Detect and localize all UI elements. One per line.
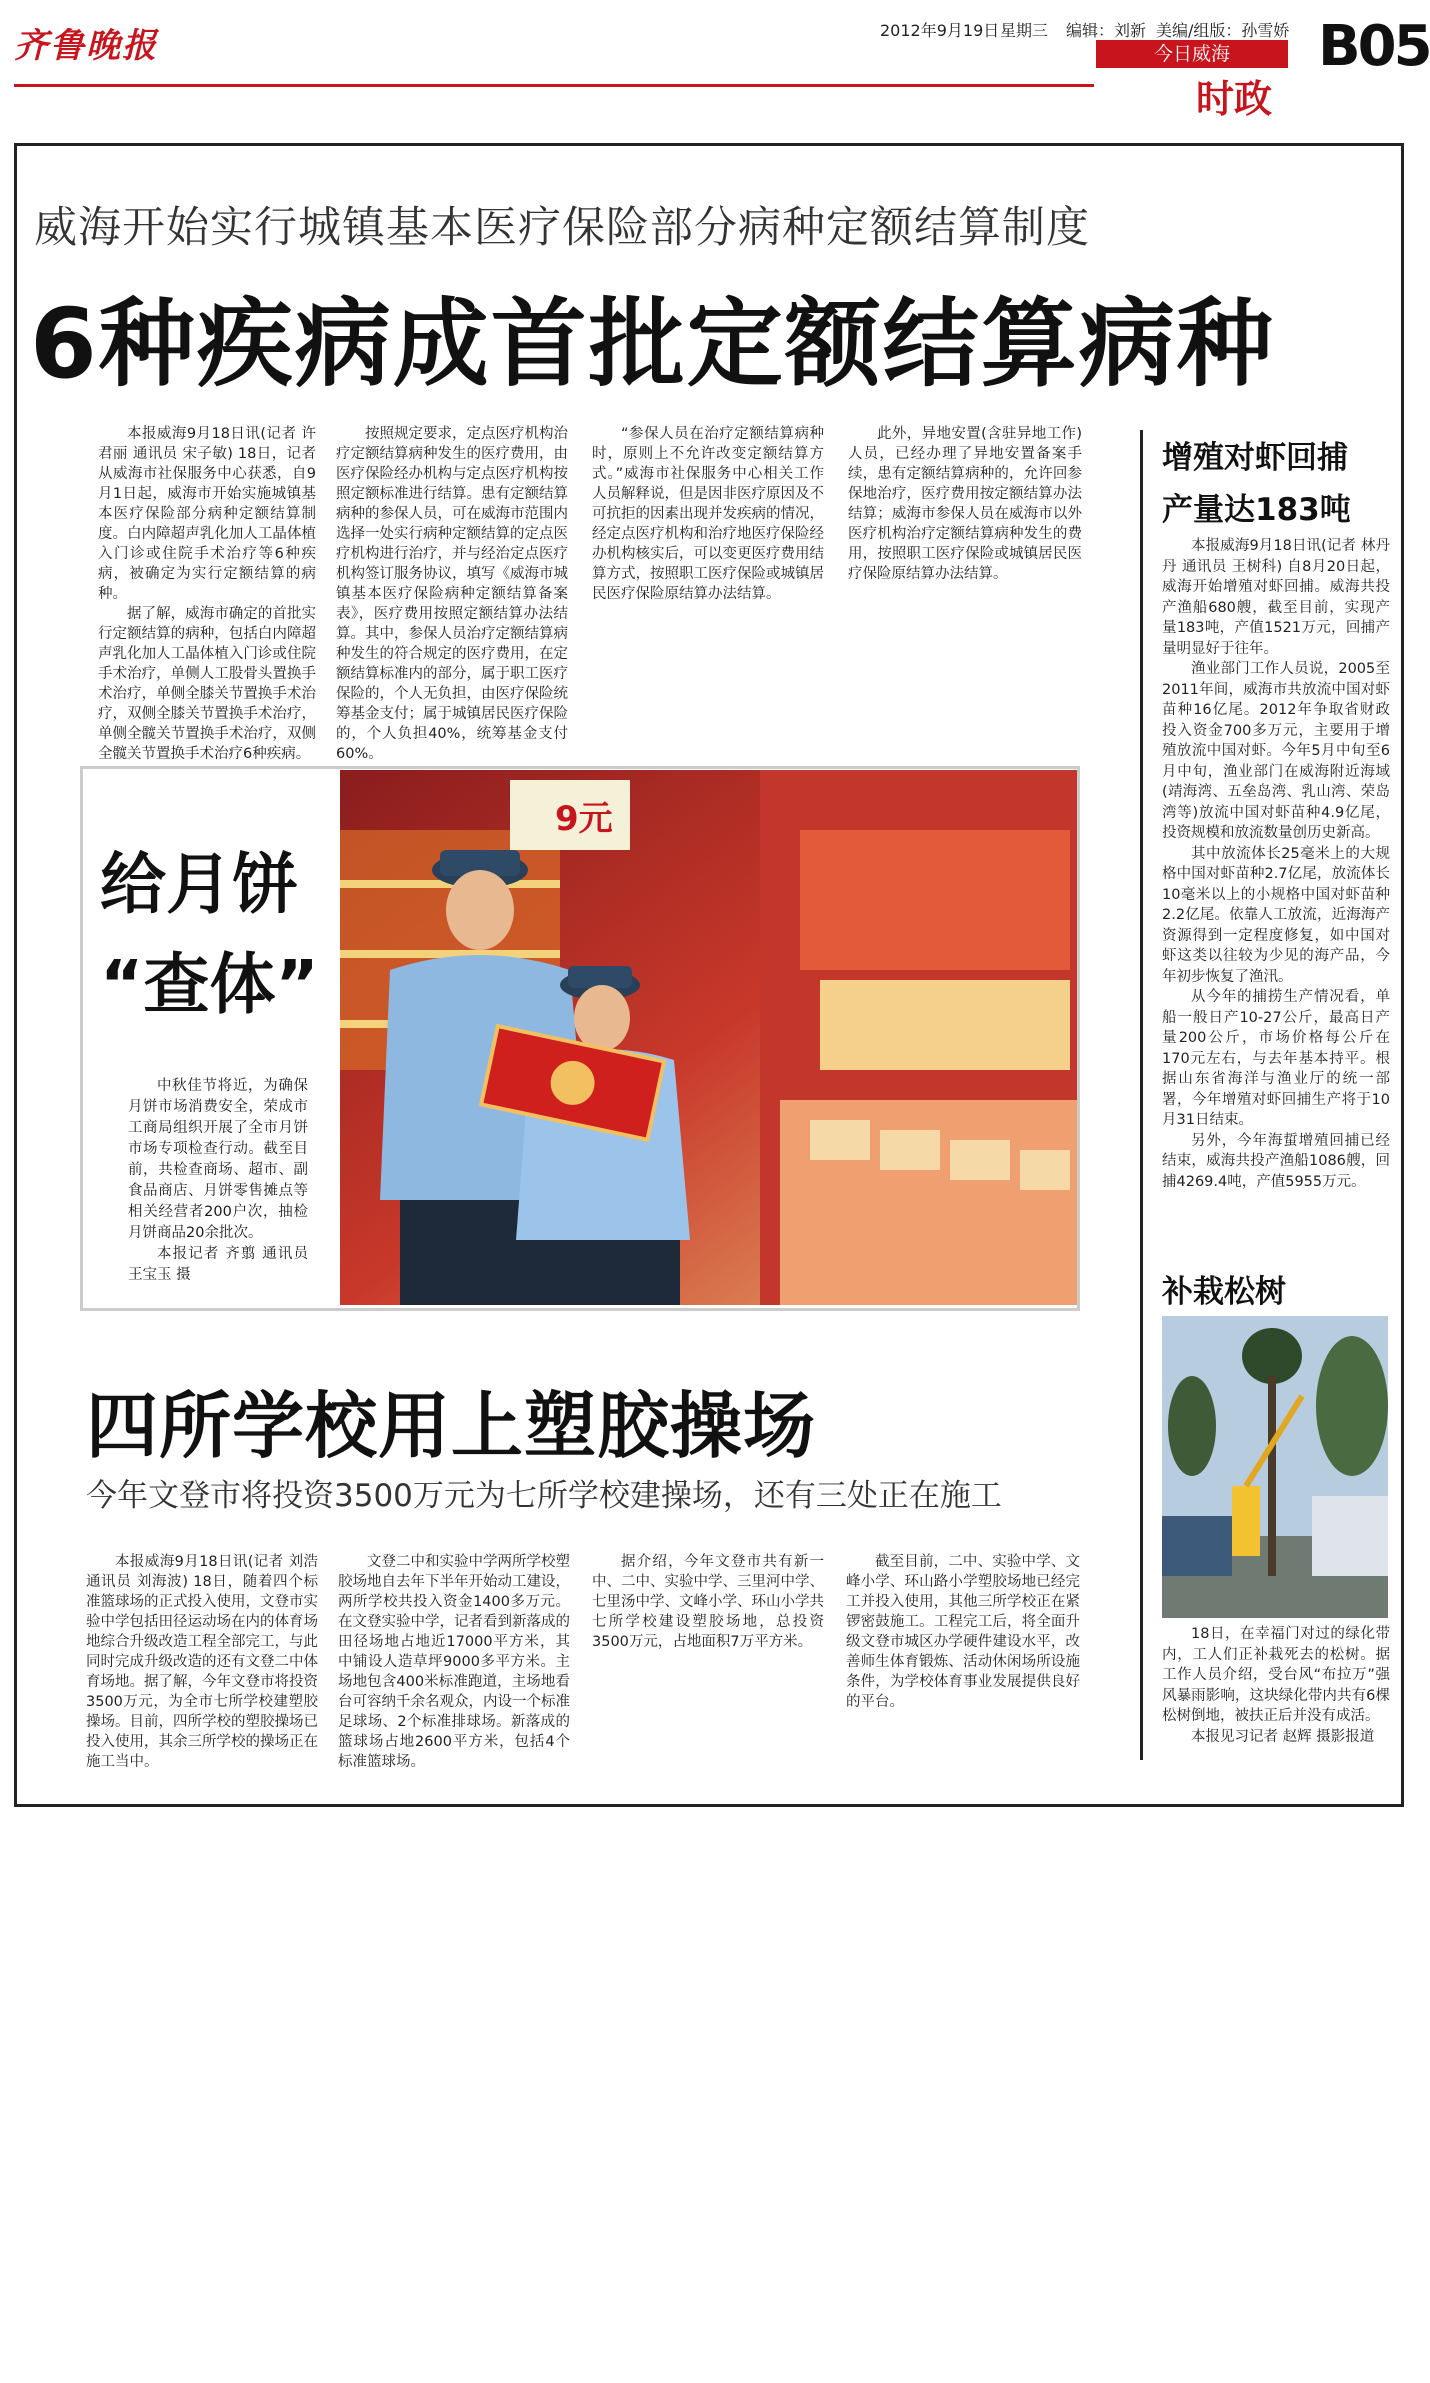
header-designer: 美编/组版：孙雪娇 bbox=[1156, 21, 1290, 40]
sidebar-headline-line2: 产量达183吨 bbox=[1162, 492, 1351, 528]
section-label: 时政 bbox=[1196, 77, 1273, 121]
page-number: B05 bbox=[1318, 14, 1430, 79]
article2-paragraph: 截至目前，二中、实验中学、文峰小学、环山路小学塑胶场地已经完工并投入使用，其他三所学校正在紧锣密鼓施工。工程完工后，将全面升级文登市城区办学硬件建设水平，改善师生体育锻炼、活动休闲场所设施条件，为学校体育事业发展提供良好的平台。 bbox=[846, 1554, 1080, 1710]
sidebar-photo-caption bbox=[1162, 1624, 1390, 1794]
article1-column-2 bbox=[336, 424, 568, 762]
article2-column-1 bbox=[86, 1552, 318, 1792]
photo-story-credit: 本报记者 齐翦 通讯员 王宝玉 摄 bbox=[128, 1246, 308, 1283]
article2-headline: 四所学校用上塑胶操场 bbox=[86, 1384, 817, 1468]
mooncake-inspection-photo bbox=[340, 770, 1077, 1305]
article2-subhead: 今年文登市将投资3500万元为七所学校建操场，还有三处正在施工 bbox=[86, 1478, 1002, 1514]
sidebar-paragraph: 另外，今年海蜇增殖回捕已经结束，威海共投产渔船1086艘，回捕4269.4吨，产值5955万元。 bbox=[1162, 1132, 1390, 1190]
sidebar-paragraph: 本报威海9月18日讯(记者 林丹丹 通讯员 王树科) 自8月20日起，威海开始增殖对虾回捕。威海共投产渔船680艘，截至目前，实现产量183吨，产值1521万元，回捕产量明显好于往年。 bbox=[1162, 538, 1390, 657]
article1-paragraph: 本报威海9月18日讯(记者 许君丽 通讯员 宋子敏) 18日，记者从威海市社保服务中心获悉，自9月1日起，威海市开始实施城镇基本医疗保险部分病种定额结算制度。白内障超声乳化加人工晶体植入门诊或住院手术治疗等6种疾病，被确定为实行定额结算的病种。 bbox=[98, 426, 316, 602]
article1-paragraph: “参保人员在治疗定额结算病种时，原则上不允许改变定额结算方式。”威海市社保服务中心相关工作人员解释说，但是因非医疗原因及不可抗拒的因素出现并发疾病的情况，经定点医疗机构和治疗地医疗保险经办机构核实后，可以变更医疗费用结算方式，按照职工医疗保险或城镇居民医疗保险原结算办法结算。 bbox=[592, 426, 824, 602]
article2-column-2 bbox=[338, 1552, 570, 1792]
sidebar-photo-credit: 本报见习记者 赵辉 摄影报道 bbox=[1191, 1728, 1375, 1745]
article2-column-3 bbox=[592, 1552, 824, 1792]
article1-paragraph: 此外，异地安置(含驻异地工作)人员，已经办理了异地安置备案手续，患有定额结算病种的，允许回参保地治疗，医疗费用按定额结算办法结算；威海市参保人员在威海市以外医疗机构治疗定额结算病种发生的费用，按照职工医疗保险或城镇居民医疗保险原结算办法结算。 bbox=[848, 426, 1082, 582]
header-editor: 编辑：刘新 bbox=[1066, 21, 1147, 40]
article1-headline: 6种疾病成首批定额结算病种 bbox=[30, 288, 1275, 400]
header-date: 2012年9月19日 bbox=[880, 21, 1000, 40]
article2-paragraph: 据介绍，今年文登市共有新一中、二中、实验中学、三里河中学、七里汤中学、文峰小学、环山小学共七所学校建设塑胶场地，总投资3500万元，占地面积7万平方米。 bbox=[592, 1554, 824, 1650]
edition-label: 今日威海 bbox=[1096, 40, 1288, 68]
sidebar-paragraph: 其中放流体长25毫米上的大规格中国对虾苗种2.7亿尾，放流体长10毫米以上的小规格中国对虾苗种2.2亿尾。依靠人工放流，近海海产资源得到一定程度修复，如中国对虾这类以往较为少见的海产品，今年初步恢复了渔汛。 bbox=[1162, 845, 1390, 985]
sidebar-photo-headline: 补栽松树 bbox=[1162, 1274, 1286, 1310]
article1-column-1 bbox=[98, 424, 316, 762]
photo-story-caption-text: 中秋佳节将近，为确保月饼市场消费安全，荣成市工商局组织开展了全市月饼市场专项检查行动。截至目前，共检查商场、超市、副食品商店、月饼零售摊点等相关经营者200户次，抽检月饼商品20余批次。 bbox=[128, 1078, 308, 1241]
photo-story-title-line2: “查体” bbox=[100, 946, 319, 1023]
article2-paragraph: 本报威海9月18日讯(记者 刘浩 通讯员 刘海波) 18日，随着四个标准篮球场的正式投入使用，文登市实验中学包括田径运动场在内的体育场地综合升级改造工程全部完工，与此同时完成升级改造的还有文登二中体育场地。据了解，今年文登市将投资3500万元，为全市七所学校建塑胶操场。目前，四所学校的塑胶操场已投入使用，其余三所学校的操场正在施工当中。 bbox=[86, 1554, 318, 1770]
article1-column-3 bbox=[592, 424, 824, 744]
article2-column-4 bbox=[846, 1552, 1080, 1792]
masthead-logo: 齐鲁晚报 bbox=[14, 26, 158, 66]
header-weekday: 星期三 bbox=[1000, 21, 1049, 40]
article1-paragraph: 按照规定要求，定点医疗机构治疗定额结算病种发生的医疗费用，由医疗保险经办机构与定点医疗机构按照定额标准进行结算。患有定额结算病种的参保人员，可在威海市范围内选择一处实行病种定额结算的定点医疗机构进行治疗，并与经治定点医疗机构签订服务协议，填写《威海市城镇基本医疗保险病种定额结算备案表》，医疗费用按照定额结算办法结算。其中，参保人员治疗定额结算病种发生的符合规定的医疗费用，在定额结算标准内的部分，属于职工医疗保险的，个人无负担，由医疗保险统筹基金支付；属于城镇居民医疗保险的，个人负担40%，统筹基金支付60%。 bbox=[336, 426, 568, 762]
article1-paragraph: 据了解，威海市确定的首批实行定额结算的病种，包括白内障超声乳化加人工晶体植入门诊或住院手术治疗，单侧人工股骨头置换手术治疗，单侧全膝关节置换手术治疗，双侧全膝关节置换手术治疗，单侧全髋关节置换手术治疗，双侧全髋关节置换手术治疗6种疾病。 bbox=[98, 606, 316, 762]
photo-story-title-line1: 给月饼 bbox=[100, 846, 298, 923]
sidebar-paragraph: 从今年的捕捞生产情况看，单船一般日产10-27公斤，最高日产量200公斤，市场价格每公斤在170元左右，与去年基本持平。根据山东省海洋与渔业厅的统一部署，今年增殖对虾回捕生产将于10月31日结束。 bbox=[1162, 989, 1390, 1128]
article1-column-4 bbox=[848, 424, 1082, 744]
sidebar-paragraph: 渔业部门工作人员说，2005至2011年间，威海市共放流中国对虾苗种16亿尾。2012年争取省财政投入资金700多万元，主要用于增殖放流中国对虾。今年5月中旬至6月中旬，渔业部门在威海附近海域(靖海湾、五垒岛湾、乳山湾、荣岛湾等)放流中国对虾苗种4.9亿尾，投资规模和放流数量创历史新高。 bbox=[1162, 661, 1390, 841]
price-sign-text: 9元 bbox=[555, 799, 613, 839]
sidebar-photo-caption-text: 18日，在幸福门对过的绿化带内，工人们正补栽死去的松树。据工作人员介绍，受台风“布拉万”强风暴雨影响，这块绿化带内共有6棵松树倒地，被扶正后并没有成活。 bbox=[1162, 1626, 1390, 1724]
pine-tree-photo bbox=[1162, 1316, 1388, 1618]
sidebar-divider bbox=[1140, 430, 1143, 1760]
sidebar-article bbox=[1162, 536, 1390, 1246]
article2-paragraph: 文登二中和实验中学两所学校塑胶场地自去年下半年开始动工建设，两所学校共投入资金1400多万元。在文登实验中学，记者看到新落成的田径场地占地近17000平方米，其中铺设人造草坪9000多平方米。主场地包含400米标准跑道，主场地看台可容纳千余名观众，内设一个标准足球场、2个标准排球场。新落成的篮球场占地2600平方米，包括4个标准篮球场。 bbox=[338, 1554, 570, 1770]
header-divider bbox=[14, 84, 1094, 87]
photo-story-caption bbox=[128, 1076, 308, 1286]
article1-subhead: 威海开始实行城镇基本医疗保险部分病种定额结算制度 bbox=[34, 203, 1090, 253]
photo-story-title bbox=[100, 835, 319, 1035]
sidebar-headline-line1: 增殖对虾回捕 bbox=[1162, 440, 1348, 476]
